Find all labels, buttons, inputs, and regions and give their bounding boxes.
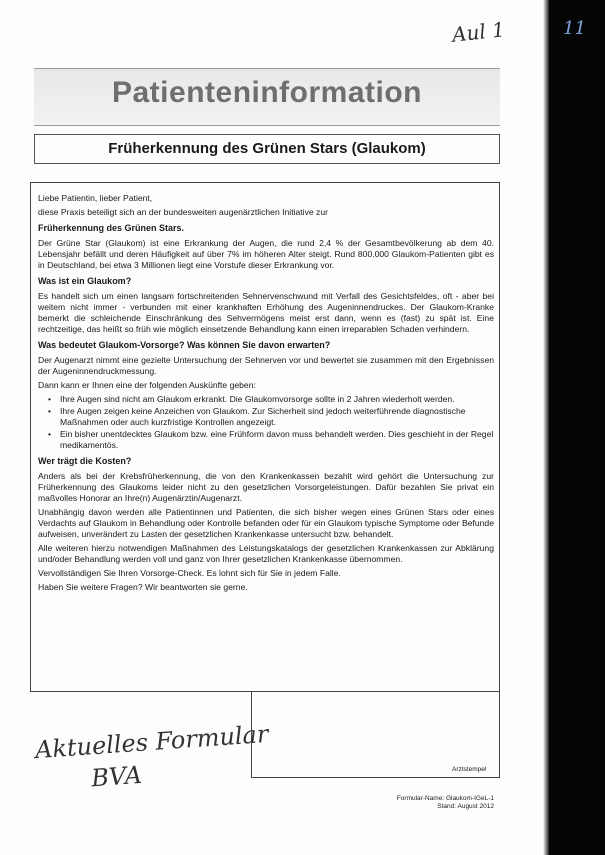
scan-edge-shadow [549,0,605,855]
handwritten-line-2: BVA [90,760,143,793]
paragraph-outcomes-intro: Dann kann er Ihnen eine der folgenden Auskünfte geben: [38,380,256,390]
form-metadata [370,795,494,811]
form-name: Formular-Name: Glaukom-IGeL-1 [396,795,494,802]
subtitle-box [34,134,500,164]
outcome-list [38,394,494,451]
page-subtitle: Früherkennung des Grünen Stars (Glaukom) [108,140,426,157]
page-title: Patienteninformation [111,76,422,109]
list-item: • Ein bisher unentdecktes Glaukom bzw. eine Frühform davon muss behandelt werden. Dies geschieht in der Regel medikamentös. [48,429,494,451]
paragraph-definition: Es handelt sich um einen langsam fortschreitenden Sehnervenschwund mit Verfall des Gesichtsfeldes, oft - aber bei weitem nicht immer - verbunden mit einer krankhaften Erhöhung des Augeninnendruckes. Der Glaukom-Kranke bemerkt die schleichende Einschränkung des Sehvermögens meist erst dann, wenn es (fast) zu spät ist. Eine rechtzeitige, das heißt so früh wie möglich einsetzende Behandlung kann einen irreparablen Schaden verhindern. [38,291,494,334]
greeting: Liebe Patientin, lieber Patient, [38,193,153,203]
intro-bold: Früherkennung des Grünen Stars. [38,223,185,233]
paragraph-insurance: Unabhängig davon werden alle Patientinnen und Patienten, die sich bisher wegen eines Grünen Stars oder eines Verdachts auf Glaukom in Behandlung oder Kontrolle befanden oder für ein Glaukom typische Symptome oder Befunde aufweisen, unverändert zu Lasten der gesetzlichen Krankenkasse untersucht bzw. behandelt. [38,507,494,539]
form-date: Stand: August 2012 [437,803,494,810]
doctor-stamp-box [251,691,500,778]
stamp-label: Arztstempel [452,766,487,773]
heading-screening-meaning: Was bedeutet Glaukom-Vorsorge? Was können Sie davon erwarten? [38,340,331,350]
intro-text: diese Praxis beteiligt sich an der bundesweiten augenärztlichen Initiative zur [38,207,328,217]
heading-costs: Wer trägt die Kosten? [38,456,132,466]
paragraph-examination: Der Augenarzt nimmt eine gezielte Untersuchung der Sehnerven vor und bewertet sie zusammen mit den Ergebnissen der Augeninnendruckmessung. [38,355,494,376]
paragraph-costs: Anders als bei der Krebsfrüherkennung, die von den Krankenkassen bezahlt wird gehört die Untersuchung zur Früherkennung des Glaukoms leider nicht zu den gesetzlichen Vorsorgeleistungen. Dafür bezahlen Sie privat ein maßvolles Honorar an Ihre(n) Augenärztin/Augenarzt. [38,471,494,503]
handwritten-note-top: Aul 1 [450,17,506,47]
list-item: • Ihre Augen sind nicht am Glaukom erkrankt. Die Glaukomvorsorge sollte in 2 Jahren wiederholt werden. [48,394,494,405]
handwritten-page-number: 11 [563,18,586,39]
heading-what-is-glaucoma: Was ist ein Glaukom? [38,276,132,286]
paragraph-questions: Haben Sie weitere Fragen? Wir beantworten sie gerne. [38,582,248,592]
paragraph-call-to-action: Vervollständigen Sie Ihren Vorsorge-Check. Es lohnt sich für Sie in jedem Falle. [38,568,341,578]
list-item: • Ihre Augen zeigen keine Anzeichen von Glaukom. Zur Sicherheit sind jedoch weiterführende diagnostische Maßnahmen oder auch kurzfristige Kontrollen angezeigt. [48,406,494,428]
paragraph-further-measures: Alle weiteren hierzu notwendigen Maßnahmen des Leistungskatalogs der gesetzlichen Krankenkassen zur Abklärung und/oder Behandlung werden voll und ganz von Ihrer gesetzlichen Krankenkasse übernommen. [38,543,494,564]
handwritten-line-1: Aktuelles Formular [34,719,270,765]
paragraph-prevalence: Der Grüne Star (Glaukom) ist eine Erkrankung der Augen, die rund 2,4 % der Gesamtbevölkerung ab dem 40. Lebensjahr befällt und deren Häufigkeit auf über 7% im höheren Alter steigt. Rund 800.000 Glaukom-Patienten gibt es in Deutschland, bei etwa 3 Millionen liegt eine Vorstufe dieser Erkrankung vor. [38,238,494,270]
handwritten-note-bottom [34,718,272,798]
document-body [38,193,494,596]
